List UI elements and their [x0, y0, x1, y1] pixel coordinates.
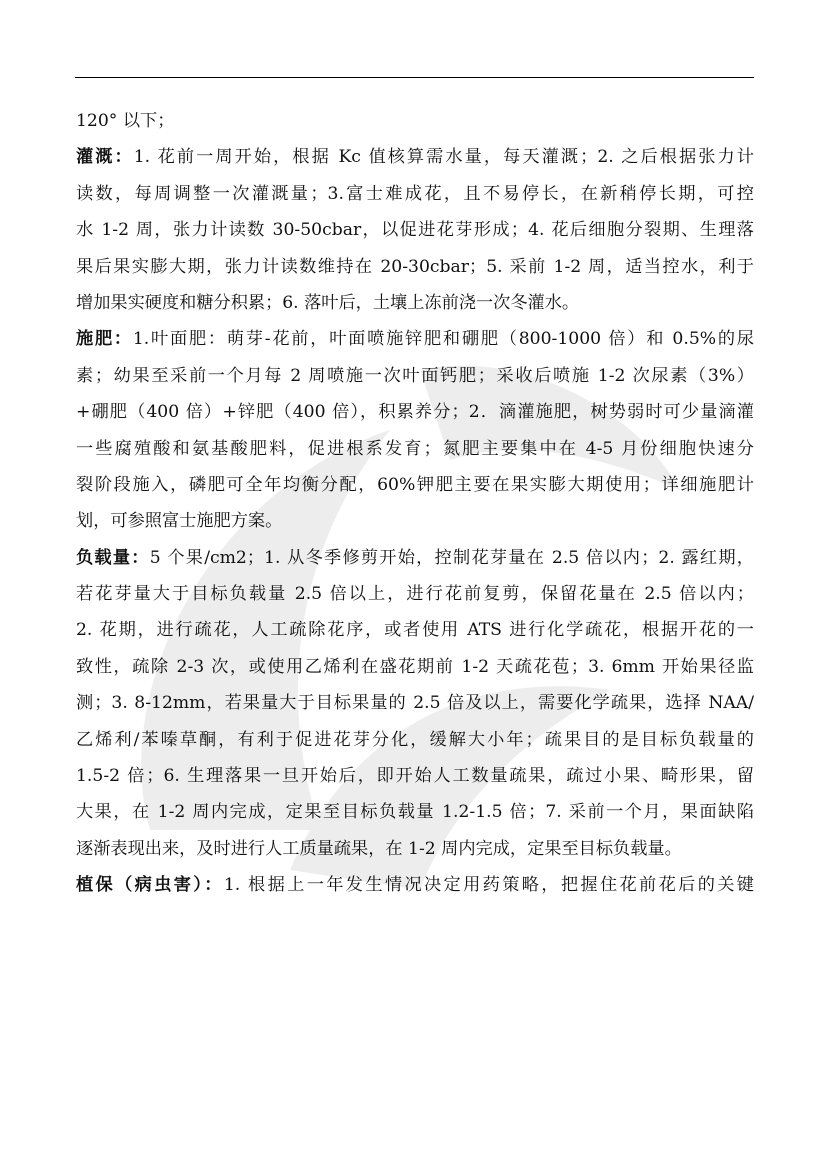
- text-line: 乙烯利/苯嗪草酮，有利于促进花芽分化，缓解大小年；疏果目的是目标负载量的: [76, 729, 754, 750]
- text-line: 果后果实膨大期，张力计读数维持在 20-30cbar；5. 采前 1-2 周，适当控水，利于: [76, 256, 754, 277]
- text-line: 1. 根据上一年发生情况决定用药策略，把握住花前花后的关键: [223, 875, 754, 896]
- text-line: 增加果实硬度和糖分积累；6. 落叶后，土壤上冻前浇一次冬灌水。: [76, 292, 580, 313]
- text-line: 测；3. 8-12mm，若果量大于目标果量的 2.5 倍及以上，需要化学疏果，选择 NAA/: [76, 693, 754, 714]
- text-line: 若花芽量大于目标负载量 2.5 倍以上，进行花前复剪，保留花量在 2.5 倍以内；: [76, 584, 754, 605]
- heading-irrigation: 灌溉：: [76, 147, 134, 168]
- text-line: +硼肥（400 倍）+锌肥（400 倍），积累养分；2．滴灌施肥，树势弱时可少量滴灌: [76, 402, 754, 423]
- top-fragment: 120° 以下；: [76, 111, 175, 131]
- paragraph-fertilization: [76, 321, 754, 539]
- paragraph-irrigation: [76, 139, 754, 321]
- text-line: 大果，在 1-2 周内完成，定果至目标负载量 1.2-1.5 倍；7. 采前一个月，果面缺陷: [76, 802, 754, 823]
- text-line: 1.叶面肥：萌芽-花前，叶面喷施锌肥和硼肥（800-1000 倍）和 0.5%的尿: [132, 329, 754, 350]
- paragraph-plant-protection: [76, 867, 754, 903]
- header-rule: [75, 77, 754, 78]
- text-line: 1. 花前一周开始，根据 Kc 值核算需水量，每天灌溉；2. 之后根据张力计: [133, 147, 754, 168]
- heading-fertilization: 施肥：: [76, 329, 133, 350]
- heading-plant-protection: 植保（病虫害）：: [76, 875, 224, 896]
- text-line: 水 1-2 周，张力计读数 30-50cbar，以促进花芽形成；4. 花后细胞分裂期、生理落: [76, 220, 754, 241]
- text-line: 5 个果/cm2；1. 从冬季修剪开始，控制花芽量在 2.5 倍以内；2. 露红期，: [149, 547, 754, 568]
- paragraph-crop-load: [76, 540, 754, 868]
- text-line: 素；幼果至采前一个月每 2 周喷施一次叶面钙肥；采收后喷施 1-2 次尿素（3%）: [76, 365, 754, 386]
- text-line: 划，可参照富士施肥方案。: [76, 511, 283, 532]
- text-line: 2. 花期，进行疏花，人工疏除花序，或者使用 ATS 进行化学疏花，根据开花的一: [76, 620, 754, 641]
- text-line: 裂阶段施入，磷肥可全年均衡分配，60%钾肥主要在果实膨大期使用；详细施肥计: [76, 474, 754, 495]
- text-line: 逐渐表现出来，及时进行人工质量疏果，在 1-2 周内完成，定果至目标负载量。: [76, 838, 682, 859]
- text-line: 一些腐殖酸和氨基酸肥料，促进根系发育；氮肥主要集中在 4-5 月份细胞快速分: [76, 438, 754, 459]
- heading-crop-load: 负载量：: [76, 547, 150, 568]
- text-line: 1.5-2 倍；6. 生理落果一旦开始后，即开始人工数量疏果，疏过小果、畸形果，留: [76, 766, 754, 787]
- document-body: [76, 103, 754, 904]
- text-line: 读数，每周调整一次灌溉量；3.富士难成花，且不易停长，在新稍停长期，可控: [76, 183, 754, 204]
- text-line: 致性，疏除 2-3 次，或使用乙烯利在盛花期前 1-2 天疏花苞；3. 6mm 开始果径监: [76, 656, 754, 677]
